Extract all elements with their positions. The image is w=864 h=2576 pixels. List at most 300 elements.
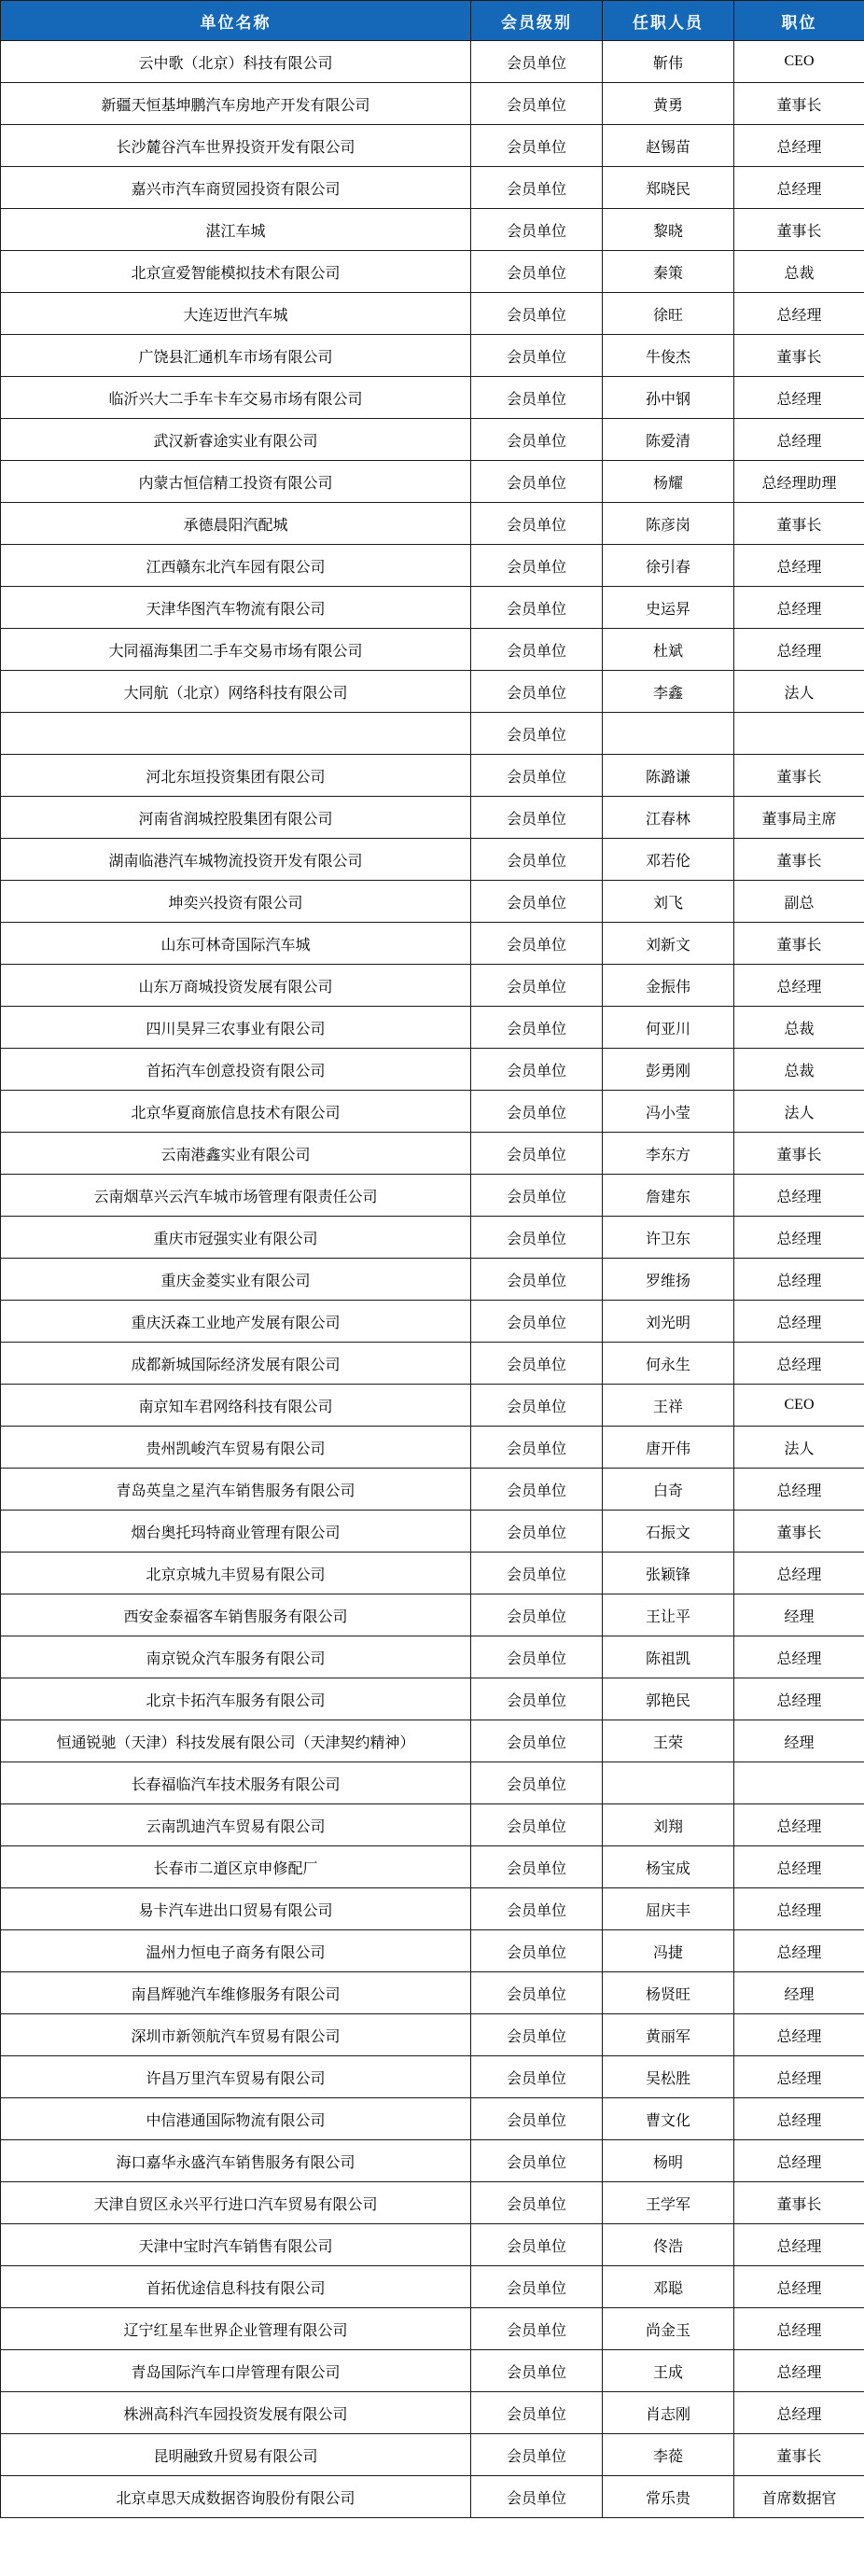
position-cell: 总经理 [734, 1301, 864, 1343]
table-row [1, 1049, 864, 1091]
table-row [1, 293, 864, 335]
member-level-cell: 会员单位 [471, 1804, 603, 1846]
position-cell: 总经理 [734, 2266, 864, 2308]
table-body [1, 41, 864, 2518]
person-cell: 金振伟 [603, 965, 734, 1007]
unit-name-cell: 株洲高科汽车园投资发展有限公司 [1, 2392, 471, 2434]
table-row [1, 1301, 864, 1343]
table-row [1, 1636, 864, 1678]
member-level-cell: 会员单位 [471, 419, 603, 461]
member-level-cell: 会员单位 [471, 2476, 603, 2518]
person-cell: 王让平 [603, 1594, 734, 1636]
table-row [1, 1678, 864, 1720]
member-level-cell: 会员单位 [471, 881, 603, 923]
person-cell: 曹文化 [603, 2098, 734, 2140]
position-cell: 首席数据官 [734, 2476, 864, 2518]
person-cell: 郭艳民 [603, 1678, 734, 1720]
person-cell: 刘光明 [603, 1301, 734, 1343]
member-level-cell: 会员单位 [471, 671, 603, 713]
table-row [1, 1343, 864, 1385]
person-cell: 刘新文 [603, 923, 734, 965]
unit-name-cell: 北京卓思天成数据咨询股份有限公司 [1, 2476, 471, 2518]
member-level-cell: 会员单位 [471, 335, 603, 377]
person-cell: 江春林 [603, 797, 734, 839]
column-header-member-level: 会员级别 [471, 1, 603, 41]
member-level-cell: 会员单位 [471, 2434, 603, 2476]
person-cell: 李蓯 [603, 2434, 734, 2476]
person-cell: 常乐贵 [603, 2476, 734, 2518]
member-level-cell: 会员单位 [471, 503, 603, 545]
table-row [1, 2140, 864, 2182]
position-cell: 总经理 [734, 545, 864, 587]
member-level-cell: 会员单位 [471, 2056, 603, 2098]
person-cell: 陈祖凯 [603, 1636, 734, 1678]
person-cell: 罗维扬 [603, 1259, 734, 1301]
table-row [1, 1720, 864, 1762]
table-row [1, 167, 864, 209]
unit-name-cell: 南昌辉驰汽车维修服务有限公司 [1, 1972, 471, 2014]
unit-name-cell: 大同福海集团二手车交易市场有限公司 [1, 629, 471, 671]
member-level-cell: 会员单位 [471, 839, 603, 881]
member-level-cell: 会员单位 [471, 713, 603, 755]
person-cell: 刘飞 [603, 881, 734, 923]
person-cell: 彭勇刚 [603, 1049, 734, 1091]
position-cell: 董事长 [734, 83, 864, 125]
unit-name-cell: 大同航（北京）网络科技有限公司 [1, 671, 471, 713]
member-level-cell: 会员单位 [471, 2182, 603, 2224]
unit-name-cell: 重庆沃森工业地产发展有限公司 [1, 1301, 471, 1343]
position-cell: 总裁 [734, 1007, 864, 1049]
table-row [1, 377, 864, 419]
table-row [1, 1846, 864, 1888]
person-cell: 许卫东 [603, 1217, 734, 1259]
table-row [1, 965, 864, 1007]
member-level-cell: 会员单位 [471, 1762, 603, 1804]
column-header-position: 职位 [734, 1, 864, 41]
unit-name-cell: 南京知车君网络科技有限公司 [1, 1385, 471, 1427]
person-cell: 黎晓 [603, 209, 734, 251]
person-cell: 李鑫 [603, 671, 734, 713]
table-row [1, 587, 864, 629]
member-level-cell: 会员单位 [471, 2224, 603, 2266]
member-level-cell: 会员单位 [471, 1720, 603, 1762]
position-cell: 总经理 [734, 377, 864, 419]
table-row [1, 83, 864, 125]
unit-name-cell: 长春福临汽车技术服务有限公司 [1, 1762, 471, 1804]
position-cell: 总经理 [734, 1259, 864, 1301]
person-cell: 牛俊杰 [603, 335, 734, 377]
position-cell: 总经理 [734, 167, 864, 209]
person-cell: 王成 [603, 2350, 734, 2392]
member-level-cell: 会员单位 [471, 1049, 603, 1091]
person-cell: 杨耀 [603, 461, 734, 503]
unit-name-cell: 青岛国际汽车口岸管理有限公司 [1, 2350, 471, 2392]
position-cell: 总经理 [734, 2308, 864, 2350]
person-cell: 陈潞谦 [603, 755, 734, 797]
table-row [1, 2308, 864, 2350]
person-cell: 詹建东 [603, 1175, 734, 1217]
position-cell: 董事长 [734, 503, 864, 545]
member-level-cell: 会员单位 [471, 1846, 603, 1888]
member-level-cell: 会员单位 [471, 965, 603, 1007]
unit-name-cell: 山东万商城投资发展有限公司 [1, 965, 471, 1007]
unit-name-cell: 烟台奥托玛特商业管理有限公司 [1, 1511, 471, 1553]
person-cell [603, 1762, 734, 1804]
person-cell: 吴松胜 [603, 2056, 734, 2098]
table-row [1, 1007, 864, 1049]
unit-name-cell: 四川昊昇三农事业有限公司 [1, 1007, 471, 1049]
table-row [1, 419, 864, 461]
member-level-cell: 会员单位 [471, 545, 603, 587]
position-cell: CEO [734, 41, 864, 83]
person-cell: 白奇 [603, 1469, 734, 1511]
member-level-cell: 会员单位 [471, 1888, 603, 1930]
table-row [1, 2098, 864, 2140]
position-cell: 经理 [734, 1972, 864, 2014]
unit-name-cell: 南京锐众汽车服务有限公司 [1, 1636, 471, 1678]
column-header-unit-name: 单位名称 [1, 1, 471, 41]
position-cell: 总经理 [734, 965, 864, 1007]
member-level-cell: 会员单位 [471, 1343, 603, 1385]
member-level-cell: 会员单位 [471, 1930, 603, 1972]
table-row [1, 2182, 864, 2224]
person-cell: 张颖锋 [603, 1553, 734, 1594]
position-cell: 法人 [734, 1091, 864, 1133]
position-cell: 总经理助理 [734, 461, 864, 503]
member-level-cell: 会员单位 [471, 1636, 603, 1678]
column-header-person: 任职人员 [603, 1, 734, 41]
unit-name-cell: 西安金泰福客车销售服务有限公司 [1, 1594, 471, 1636]
position-cell: 法人 [734, 1427, 864, 1469]
member-level-cell: 会员单位 [471, 251, 603, 293]
table-row [1, 1804, 864, 1846]
position-cell: 总经理 [734, 2098, 864, 2140]
position-cell: 董事长 [734, 839, 864, 881]
table-row [1, 1888, 864, 1930]
person-cell: 孙中钢 [603, 377, 734, 419]
unit-name-cell: 长沙麓谷汽车世界投资开发有限公司 [1, 125, 471, 167]
unit-name-cell: 重庆金菱实业有限公司 [1, 1259, 471, 1301]
position-cell: 总经理 [734, 1636, 864, 1678]
person-cell: 佟浩 [603, 2224, 734, 2266]
person-cell: 冯捷 [603, 1930, 734, 1972]
position-cell: 副总 [734, 881, 864, 923]
person-cell: 李东方 [603, 1133, 734, 1175]
person-cell: 冯小莹 [603, 1091, 734, 1133]
member-level-cell: 会员单位 [471, 1133, 603, 1175]
table-row [1, 251, 864, 293]
position-cell: 董事长 [734, 2434, 864, 2476]
member-level-cell: 会员单位 [471, 293, 603, 335]
position-cell: 董事长 [734, 755, 864, 797]
table-row [1, 1133, 864, 1175]
member-level-cell: 会员单位 [471, 83, 603, 125]
table-row [1, 335, 864, 377]
member-level-cell: 会员单位 [471, 1175, 603, 1217]
unit-name-cell: 云中歌（北京）科技有限公司 [1, 41, 471, 83]
member-level-cell: 会员单位 [471, 41, 603, 83]
member-level-cell: 会员单位 [471, 587, 603, 629]
person-cell: 赵锡苗 [603, 125, 734, 167]
table-row [1, 2056, 864, 2098]
unit-name-cell: 云南港鑫实业有限公司 [1, 1133, 471, 1175]
unit-name-cell: 承德晨阳汽配城 [1, 503, 471, 545]
person-cell: 靳伟 [603, 41, 734, 83]
table-row [1, 1930, 864, 1972]
unit-name-cell: 河北东垣投资集团有限公司 [1, 755, 471, 797]
unit-name-cell: 天津中宝时汽车销售有限公司 [1, 2224, 471, 2266]
unit-name-cell: 成都新城国际经济发展有限公司 [1, 1343, 471, 1385]
table-row [1, 713, 864, 755]
member-level-cell: 会员单位 [471, 1385, 603, 1427]
table-row [1, 2350, 864, 2392]
unit-name-cell: 云南烟草兴云汽车城市场管理有限责任公司 [1, 1175, 471, 1217]
person-cell: 刘翔 [603, 1804, 734, 1846]
member-level-cell: 会员单位 [471, 1259, 603, 1301]
person-cell: 石振文 [603, 1511, 734, 1553]
unit-name-cell: 广饶县汇通机车市场有限公司 [1, 335, 471, 377]
member-level-cell: 会员单位 [471, 2392, 603, 2434]
table-row [1, 2392, 864, 2434]
unit-name-cell: 北京华夏商旅信息技术有限公司 [1, 1091, 471, 1133]
unit-name-cell: 天津华图汽车物流有限公司 [1, 587, 471, 629]
person-cell [603, 713, 734, 755]
unit-name-cell: 嘉兴市汽车商贸园投资有限公司 [1, 167, 471, 209]
table-row [1, 545, 864, 587]
unit-name-cell: 青岛英皇之星汽车销售服务有限公司 [1, 1469, 471, 1511]
member-level-cell: 会员单位 [471, 2140, 603, 2182]
table-row [1, 2266, 864, 2308]
person-cell: 史运昇 [603, 587, 734, 629]
position-cell: 总经理 [734, 1930, 864, 1972]
position-cell: 总经理 [734, 2014, 864, 2056]
position-cell: 总经理 [734, 1343, 864, 1385]
unit-name-cell: 昆明融致升贸易有限公司 [1, 2434, 471, 2476]
position-cell: 总经理 [734, 1175, 864, 1217]
unit-name-cell: 河南省润城控股集团有限公司 [1, 797, 471, 839]
unit-name-cell: 山东可林奇国际汽车城 [1, 923, 471, 965]
table-row [1, 503, 864, 545]
unit-name-cell: 辽宁红星车世界企业管理有限公司 [1, 2308, 471, 2350]
table-row [1, 1511, 864, 1553]
position-cell: 总经理 [734, 1804, 864, 1846]
member-level-cell: 会员单位 [471, 1091, 603, 1133]
member-level-cell: 会员单位 [471, 2308, 603, 2350]
position-cell: 董事长 [734, 2182, 864, 2224]
unit-name-cell: 临沂兴大二手车卡车交易市场有限公司 [1, 377, 471, 419]
position-cell: 总裁 [734, 1049, 864, 1091]
member-level-cell: 会员单位 [471, 1553, 603, 1594]
member-level-cell: 会员单位 [471, 629, 603, 671]
person-cell: 邓聪 [603, 2266, 734, 2308]
person-cell: 杨贤旺 [603, 1972, 734, 2014]
header-row [1, 1, 864, 41]
person-cell: 唐开伟 [603, 1427, 734, 1469]
person-cell: 王荣 [603, 1720, 734, 1762]
person-cell: 杜斌 [603, 629, 734, 671]
table-row [1, 2434, 864, 2476]
unit-name-cell: 首拓优途信息科技有限公司 [1, 2266, 471, 2308]
table-row [1, 1175, 864, 1217]
table-row [1, 1469, 864, 1511]
unit-name-cell: 北京宣爱智能模拟技术有限公司 [1, 251, 471, 293]
table-row [1, 797, 864, 839]
table-row [1, 461, 864, 503]
unit-name-cell: 贵州凯峻汽车贸易有限公司 [1, 1427, 471, 1469]
unit-name-cell: 北京京城九丰贸易有限公司 [1, 1553, 471, 1594]
unit-name-cell: 海口嘉华永盛汽车销售服务有限公司 [1, 2140, 471, 2182]
position-cell: 总裁 [734, 251, 864, 293]
position-cell: 总经理 [734, 419, 864, 461]
member-level-cell: 会员单位 [471, 1427, 603, 1469]
table-row [1, 2476, 864, 2518]
unit-name-cell: 新疆天恒基坤鹏汽车房地产开发有限公司 [1, 83, 471, 125]
position-cell [734, 713, 864, 755]
person-cell: 秦策 [603, 251, 734, 293]
person-cell: 何亚川 [603, 1007, 734, 1049]
position-cell: 董事长 [734, 1133, 864, 1175]
person-cell: 黄丽军 [603, 2014, 734, 2056]
member-level-cell: 会员单位 [471, 2350, 603, 2392]
position-cell: 总经理 [734, 1553, 864, 1594]
position-cell: CEO [734, 1385, 864, 1427]
table-row [1, 1385, 864, 1427]
person-cell: 王学军 [603, 2182, 734, 2224]
unit-name-cell: 内蒙古恒信精工投资有限公司 [1, 461, 471, 503]
table-row [1, 1762, 864, 1804]
table-row [1, 1553, 864, 1594]
position-cell [734, 1762, 864, 1804]
person-cell: 尚金玉 [603, 2308, 734, 2350]
unit-name-cell: 中信港通国际物流有限公司 [1, 2098, 471, 2140]
position-cell: 总经理 [734, 1469, 864, 1511]
table-row [1, 1259, 864, 1301]
table-row [1, 755, 864, 797]
position-cell: 总经理 [734, 1846, 864, 1888]
person-cell: 何永生 [603, 1343, 734, 1385]
table-row [1, 1217, 864, 1259]
unit-name-cell: 武汉新睿途实业有限公司 [1, 419, 471, 461]
member-level-cell: 会员单位 [471, 1678, 603, 1720]
unit-name-cell: 大连迈世汽车城 [1, 293, 471, 335]
table-row [1, 1091, 864, 1133]
member-level-cell: 会员单位 [471, 2266, 603, 2308]
position-cell: 总经理 [734, 1217, 864, 1259]
unit-name-cell: 深圳市新领航汽车贸易有限公司 [1, 2014, 471, 2056]
unit-name-cell: 重庆市冠强实业有限公司 [1, 1217, 471, 1259]
member-level-cell: 会员单位 [471, 1511, 603, 1553]
person-cell: 陈彦岗 [603, 503, 734, 545]
unit-name-cell: 江西赣东北汽车园有限公司 [1, 545, 471, 587]
unit-name-cell: 许昌万里汽车贸易有限公司 [1, 2056, 471, 2098]
unit-name-cell: 长春市二道区京申修配厂 [1, 1846, 471, 1888]
unit-name-cell: 坤奕兴投资有限公司 [1, 881, 471, 923]
position-cell: 董事局主席 [734, 797, 864, 839]
table-row [1, 881, 864, 923]
table-row [1, 839, 864, 881]
member-level-cell: 会员单位 [471, 923, 603, 965]
member-level-cell: 会员单位 [471, 2098, 603, 2140]
person-cell: 王祥 [603, 1385, 734, 1427]
position-cell: 总经理 [734, 1678, 864, 1720]
position-cell: 董事长 [734, 923, 864, 965]
table-row [1, 125, 864, 167]
member-level-cell: 会员单位 [471, 2014, 603, 2056]
person-cell: 杨明 [603, 2140, 734, 2182]
member-level-cell: 会员单位 [471, 1007, 603, 1049]
position-cell: 董事长 [734, 335, 864, 377]
member-level-cell: 会员单位 [471, 1301, 603, 1343]
table-row [1, 2014, 864, 2056]
table-row [1, 629, 864, 671]
member-level-cell: 会员单位 [471, 377, 603, 419]
person-cell: 徐引春 [603, 545, 734, 587]
member-level-cell: 会员单位 [471, 797, 603, 839]
person-cell: 屈庆丰 [603, 1888, 734, 1930]
unit-name-cell: 云南凯迪汽车贸易有限公司 [1, 1804, 471, 1846]
table-row [1, 2224, 864, 2266]
position-cell: 总经理 [734, 2350, 864, 2392]
position-cell: 经理 [734, 1720, 864, 1762]
unit-name-cell: 温州力恒电子商务有限公司 [1, 1930, 471, 1972]
member-level-cell: 会员单位 [471, 1972, 603, 2014]
person-cell: 黄勇 [603, 83, 734, 125]
position-cell: 总经理 [734, 629, 864, 671]
position-cell: 总经理 [734, 293, 864, 335]
member-level-cell: 会员单位 [471, 1469, 603, 1511]
member-level-cell: 会员单位 [471, 209, 603, 251]
member-level-cell: 会员单位 [471, 1594, 603, 1636]
position-cell: 总经理 [734, 2224, 864, 2266]
member-level-cell: 会员单位 [471, 461, 603, 503]
position-cell: 总经理 [734, 125, 864, 167]
member-level-cell: 会员单位 [471, 1217, 603, 1259]
person-cell: 肖志刚 [603, 2392, 734, 2434]
unit-name-cell: 首拓汽车创意投资有限公司 [1, 1049, 471, 1091]
table-row [1, 671, 864, 713]
position-cell: 总经理 [734, 2140, 864, 2182]
position-cell: 总经理 [734, 2392, 864, 2434]
person-cell: 杨宝成 [603, 1846, 734, 1888]
unit-name-cell: 北京卡拓汽车服务有限公司 [1, 1678, 471, 1720]
person-cell: 邓若伦 [603, 839, 734, 881]
unit-name-cell [1, 713, 471, 755]
member-level-cell: 会员单位 [471, 167, 603, 209]
table-row [1, 923, 864, 965]
position-cell: 总经理 [734, 1888, 864, 1930]
position-cell: 董事长 [734, 1511, 864, 1553]
position-cell: 董事长 [734, 209, 864, 251]
table-row [1, 1427, 864, 1469]
person-cell: 徐旺 [603, 293, 734, 335]
position-cell: 总经理 [734, 2056, 864, 2098]
table-row [1, 1594, 864, 1636]
table-row [1, 1972, 864, 2014]
unit-name-cell: 恒通锐驰（天津）科技发展有限公司（天津契约精神） [1, 1720, 471, 1762]
table-row [1, 209, 864, 251]
member-level-cell: 会员单位 [471, 125, 603, 167]
member-level-cell: 会员单位 [471, 755, 603, 797]
table-row [1, 41, 864, 83]
person-cell: 郑晓民 [603, 167, 734, 209]
position-cell: 法人 [734, 671, 864, 713]
position-cell: 总经理 [734, 587, 864, 629]
unit-name-cell: 湖南临港汽车城物流投资开发有限公司 [1, 839, 471, 881]
position-cell: 经理 [734, 1594, 864, 1636]
unit-name-cell: 易卡汽车进出口贸易有限公司 [1, 1888, 471, 1930]
person-cell: 陈爱清 [603, 419, 734, 461]
unit-name-cell: 湛江车城 [1, 209, 471, 251]
